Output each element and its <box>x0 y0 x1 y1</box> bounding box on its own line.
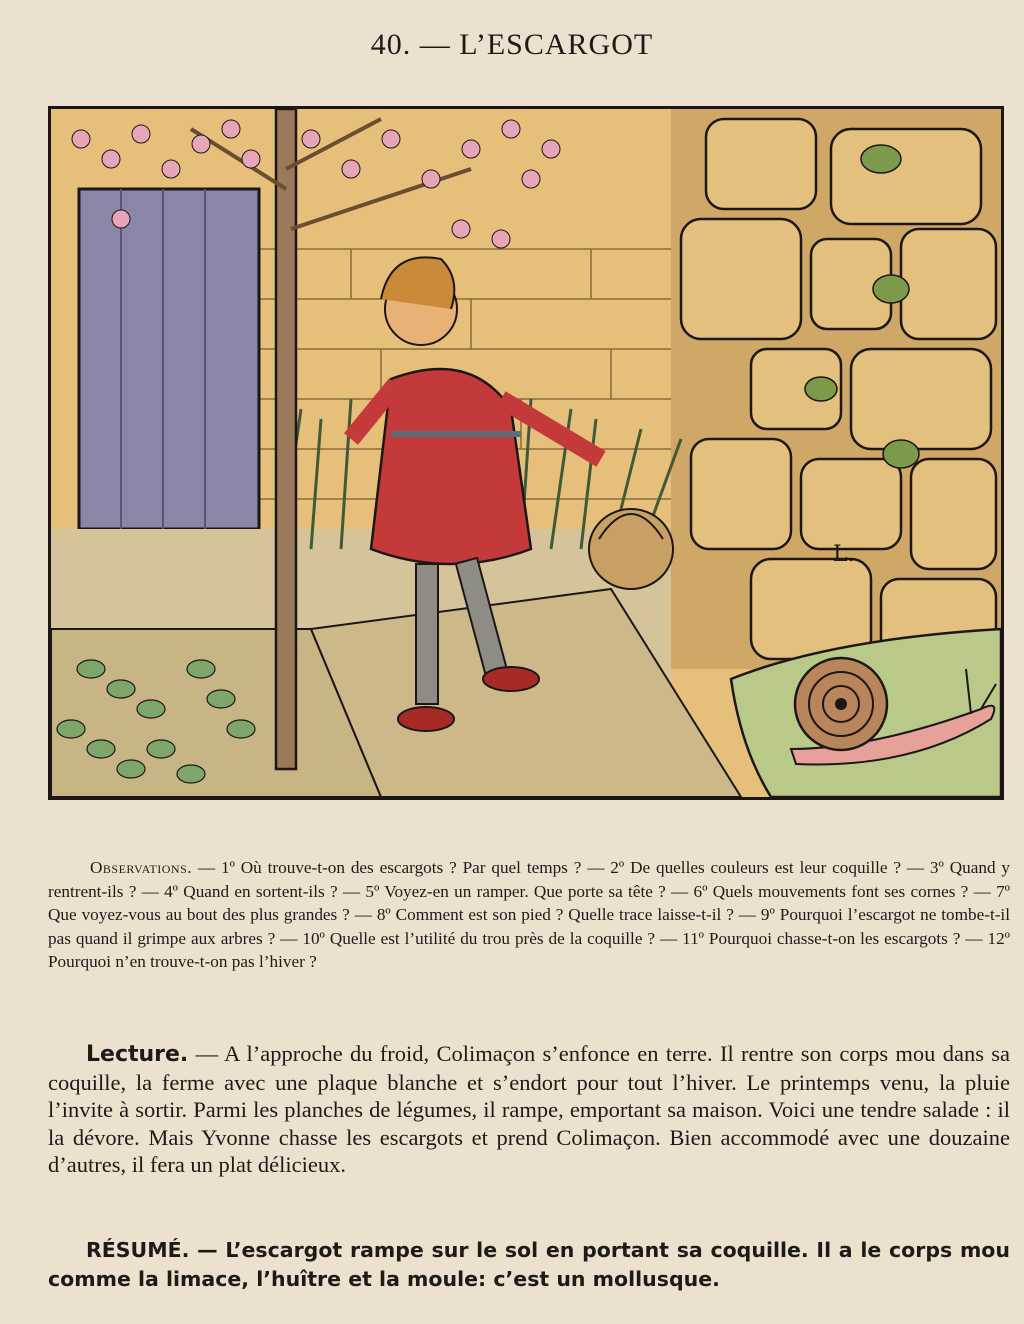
garden-scene <box>51 109 1001 797</box>
lecture-text: — A l’approche du froid, Colimaçon s’enfonce en terre. Il rentre son corps mou dans sa coquille, la ferme avec une plaque blanche et s’endort pour tout l’hiver. Le printemps venu, la pluie l’invite à sortir. Parmi les planches de légumes, il rampe, emportant sa maison. Voici une tendre salade : il la dévore. Mais Yvonne chasse les escargots et prend Colimaçon. Bien accommodé avec une douzaine d’autres, il fera un plat délicieux. <box>48 1041 1010 1177</box>
resume-label: RÉSUMÉ. <box>86 1238 190 1262</box>
tree-trunk <box>276 109 296 769</box>
illustration <box>48 106 1004 800</box>
artist-signature: L. <box>833 542 855 567</box>
door <box>79 189 259 529</box>
page-title: 40. — L’ESCARGOT <box>370 28 654 61</box>
observations-paragraph <box>48 856 1010 974</box>
resume-text: — L’escargot rampe sur le sol en portant sa coquille. Il a le corps mou comme la limace, l’huître et la moule: c’est un mollusque. <box>48 1238 1010 1291</box>
observations-text: — 1º Où trouve-t-on des escargots ? Par quel temps ? — 2º De quelles couleurs est leur coquille ? — 3º Quand y rentrent-ils ? — 4º Quand en sortent-ils ? — 5º Voyez-en un ramper. Que porte sa tête ? — 6º Quels mouvements font ses cornes ? — 7º Que voyez-vous au bout des plus grandes ? — 8º Comment est son pied ? Quelle trace laisse-t-il ? — 9º Pourquoi l’escargot ne tombe-t-il pas quand il grimpe aux arbres ? — 10º Quelle est l’utilité du trou près de la coquille ? — 11º Pourquoi chasse-t-on les escargots ? — 12º Pourquoi n’en trouve-t-on pas l’hiver ? <box>48 858 1010 972</box>
lecture-paragraph <box>48 1040 1010 1179</box>
observations-label: Observations. <box>90 858 193 877</box>
basket <box>589 509 673 589</box>
resume-paragraph <box>48 1236 1010 1294</box>
lecture-label: Lecture. <box>86 1042 189 1067</box>
